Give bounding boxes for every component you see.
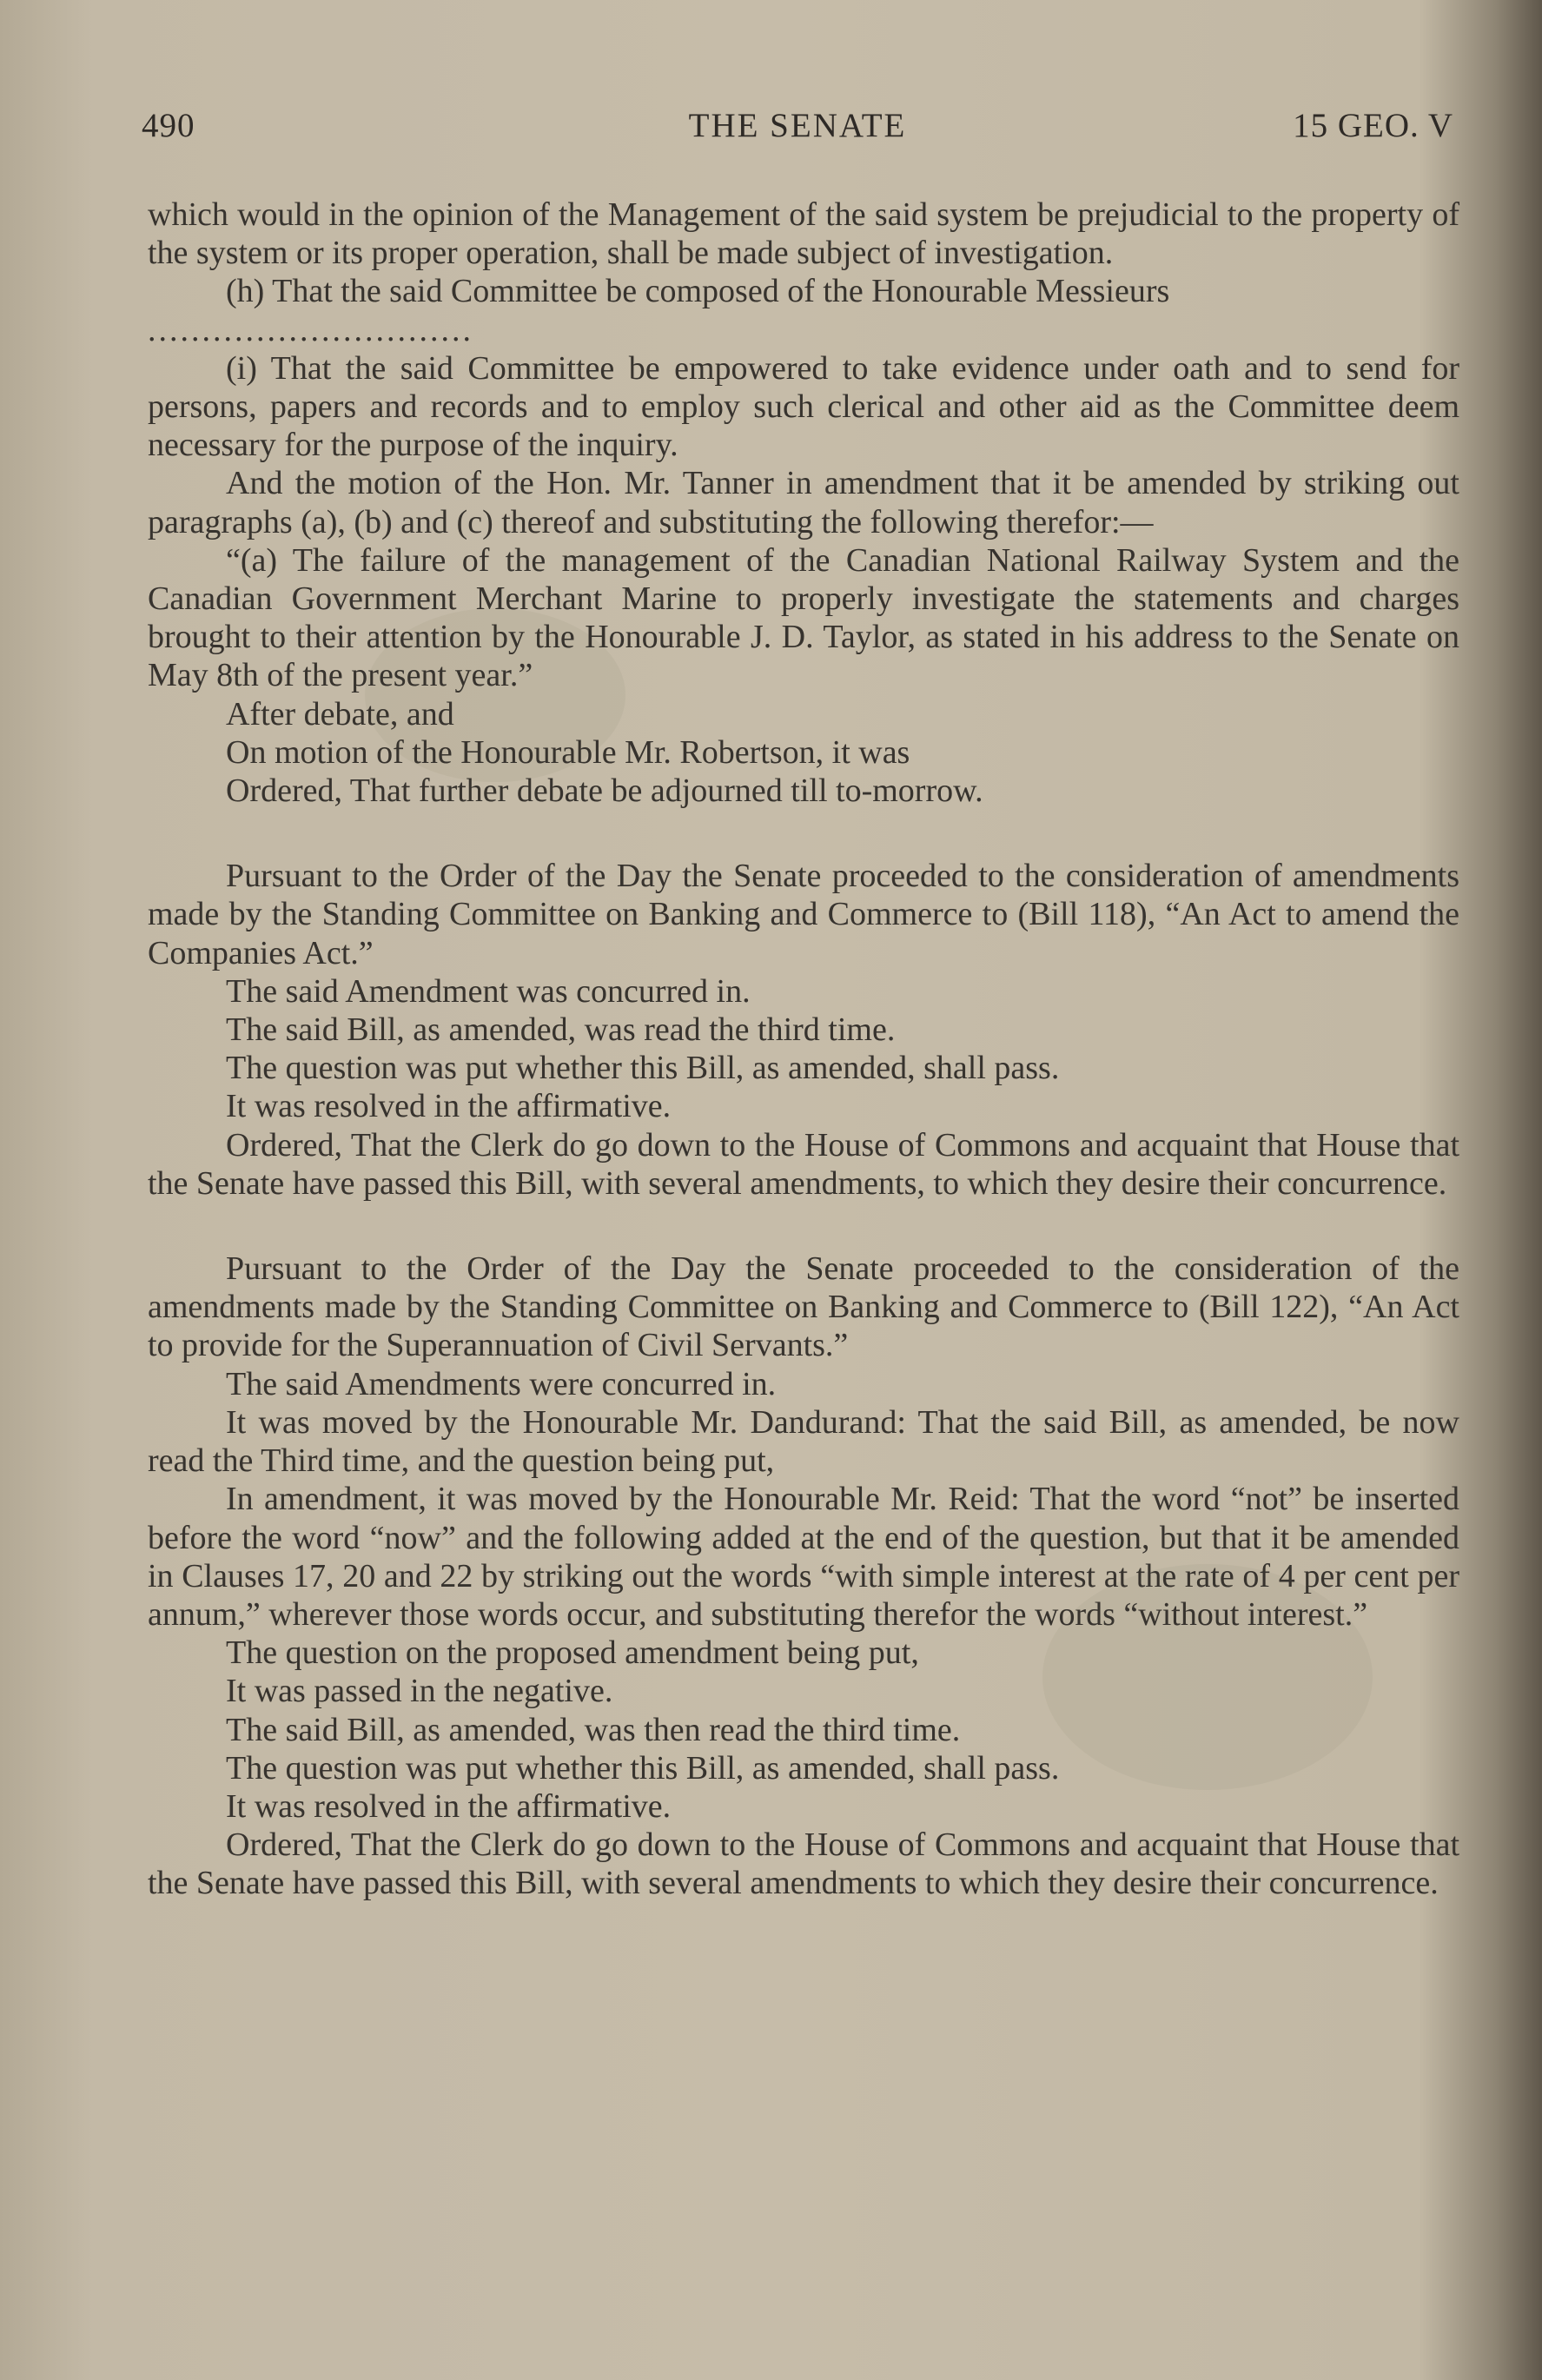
quoted-amendment: “(a) The failure of the management of the Canadian National Railway System and the Canadian Government Merchant Marine to properly investigate the statements and charges brought to their attention by the Honourable J. D. Taylor, as stated in his address to the Senate on May 8th of the present year.” [148,541,1459,694]
section-gap [148,810,1459,857]
paragraph: Pursuant to the Order of the Day the Senate proceeded to the consideration of the amendments made by the Standing Committee on Banking and Commerce to (Bill 122), “An Act to provide for the Superannuation of Civil Servants.” [148,1250,1459,1364]
running-title: THE SENATE [688,107,907,144]
paragraph: The said Bill, as amended, was read the third time. [226,1011,896,1049]
page-header [142,106,1453,149]
paragraph: Pursuant to the Order of the Day the Senate proceeded to the consideration of amendments made by the Standing Committee on Banking and Commerce to (Bill 118), “An Act to amend the Companies Act.” [148,858,1459,971]
paragraph: which would in the opinion of the Management of the said system be prejudicial to the property of the system or its proper operation, shall be made subject of investigation. [148,196,1459,272]
paragraph: It was passed in the negative. [226,1673,613,1710]
paragraph: And the motion of the Hon. Mr. Tanner in amendment that it be amended by striking out paragraphs (a), (b) and (c) thereof and substituting the following therefor:— [148,465,1459,540]
paragraph: Ordered, That the Clerk do go down to the House of Commons and acquaint that House that the Senate have passed this Bill, with several amendments, to which they desire their concurrence. [148,1126,1459,1202]
regnal-year: 15 GEO. V [1293,107,1453,144]
paragraph: The question was put whether this Bill, as amended, shall pass. [226,1050,1060,1087]
paragraph: In amendment, it was moved by the Honourable Mr. Reid: That the word “not” be inserted before the word “now” and the following added at the end of the question, but that it be amended in Clauses 17, 20 and 22 by striking out the words “with simple interest at the rate of 4 per cent per annum,” wherever those words occur, and substituting therefor the words “without interest.” [148,1481,1459,1633]
paragraph: (i) That the said Committee be empowered to take evidence under oath and to send for persons, papers and records and to employ such clerical and other aid as the Committee deem necessary for the purpose of the inquiry. [148,349,1459,464]
paragraph: (h) That the said Committee be composed of the Honourable Messieurs [226,273,1170,310]
paragraph: The said Bill, as amended, was then read the third time. [226,1711,961,1748]
dotted-line: .............................. [148,311,473,348]
section-gap [148,1203,1459,1250]
page-body [148,196,1459,1903]
paragraph: It was resolved in the affirmative. [226,1088,672,1125]
paragraph: It was moved by the Honourable Mr. Dandurand: That the said Bill, as amended, be now read the Third time, and the question being put, [148,1403,1459,1480]
paragraph: After debate, and [226,695,454,733]
paragraph: The said Amendment was concurred in. [226,972,751,1010]
paragraph: It was resolved in the affirmative. [226,1787,672,1825]
paragraph: The said Amendments were concurred in. [226,1365,777,1402]
paragraph: The question was put whether this Bill, as amended, shall pass. [226,1749,1060,1787]
paragraph: Ordered, That further debate be adjourned till to-morrow. [226,772,983,810]
paragraph: Ordered, That the Clerk do go down to the House of Commons and acquaint that House that the Senate have passed this Bill, with several amendments to which they desire their concurrence. [148,1826,1459,1902]
page-number: 490 [142,107,195,144]
paragraph: On motion of the Honourable Mr. Robertson, it was [226,733,910,771]
paragraph: The question on the proposed amendment being put, [226,1634,919,1672]
